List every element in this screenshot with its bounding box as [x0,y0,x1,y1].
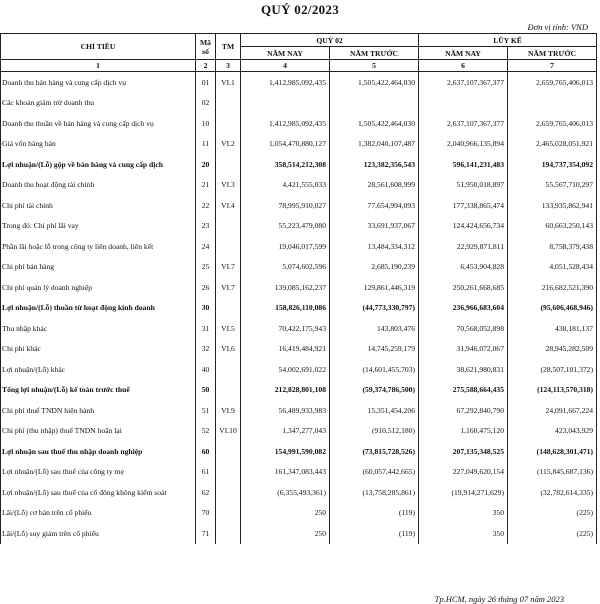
row-label: Lãi/(Lỗ) cơ bản trên cổ phiếu [1,503,196,524]
row-code: 24 [196,236,216,257]
row-quarter-current: 212,828,801,108 [241,380,330,401]
row-ytd-previous: (28,507,101,372) [508,359,597,380]
row-ytd-current: 70,568,052,898 [419,318,508,339]
table-row [1,154,597,175]
table-row [1,318,597,339]
header-tm: TM [216,34,241,60]
row-note [216,462,241,483]
row-label: Lợi nhuận/(Lỗ) sau thuế của cổ đông không kiểm soát [1,482,196,503]
row-code: 70 [196,503,216,524]
row-quarter-current: 19,046,017,599 [241,236,330,257]
row-ytd-current: 2,040,966,135,894 [419,134,508,155]
row-quarter-previous: 14,745,259,179 [330,339,419,360]
row-ytd-current: 124,424,656,734 [419,216,508,237]
row-quarter-previous [330,93,419,114]
row-quarter-previous: 15,351,454,206 [330,400,419,421]
row-ytd-current: 596,141,231,483 [419,154,508,175]
row-ytd-previous: 8,758,379,438 [508,236,597,257]
row-ytd-current: 227,049,620,154 [419,462,508,483]
row-ytd-current: 207,135,348,525 [419,441,508,462]
row-ytd-current: 350 [419,503,508,524]
row-ytd-current: 6,453,904,828 [419,257,508,278]
row-note: VI.7 [216,257,241,278]
row-ytd-previous: 216,682,521,390 [508,277,597,298]
row-ytd-current: 2,637,107,367,377 [419,113,508,134]
row-note [216,93,241,114]
row-quarter-previous: 1,505,422,464,030 [330,72,419,93]
row-note: VI.9 [216,400,241,421]
row-quarter-current: (6,355,493,361) [241,482,330,503]
row-label: Doanh thu bán hàng và cung cấp dịch vụ [1,72,196,93]
row-label: Doanh thu thuần về bán hàng và cung cấp dịch vụ [1,113,196,134]
column-index: 5 [330,60,419,72]
row-code: 23 [196,216,216,237]
row-code: 11 [196,134,216,155]
table-row [1,236,597,257]
row-quarter-previous: (59,374,786,500) [330,380,419,401]
row-quarter-previous: (13,758,285,861) [330,482,419,503]
row-quarter-current: 139,085,162,237 [241,277,330,298]
table-row [1,482,597,503]
row-ytd-previous: (148,628,301,471) [508,441,597,462]
row-ytd-current: 2,637,107,367,377 [419,72,508,93]
row-code: 30 [196,298,216,319]
row-quarter-current: 16,419,484,921 [241,339,330,360]
row-ytd-previous: 423,043,929 [508,421,597,442]
row-ytd-previous: 4,051,528,434 [508,257,597,278]
header-q-nam-truoc: NĂM TRƯỚC [330,47,419,60]
column-index: 4 [241,60,330,72]
row-code: 25 [196,257,216,278]
row-code: 61 [196,462,216,483]
table-row [1,298,597,319]
row-note: VI.3 [216,175,241,196]
row-quarter-previous: 2,685,190,239 [330,257,419,278]
row-ytd-current: 67,292,840,790 [419,400,508,421]
row-label: Phần lãi hoặc lỗ trong công ty liên doanh, liên kết [1,236,196,257]
row-quarter-current: 55,223,479,080 [241,216,330,237]
header-luy-ke: LŨY KẾ [419,34,597,47]
table-row [1,113,597,134]
row-quarter-previous: 123,382,356,543 [330,154,419,175]
row-quarter-current: 1,412,985,092,435 [241,113,330,134]
row-label: Lợi nhuận/(Lỗ) gộp về bán hàng và cung cấp dịch [1,154,196,175]
table-row [1,503,597,524]
footer-date: Tp.HCM, ngày 26 tháng 07 năm 2023 [434,594,564,604]
row-quarter-previous: 28,561,608,999 [330,175,419,196]
table-row [1,339,597,360]
row-quarter-current: 161,347,083,443 [241,462,330,483]
row-label: Lợi nhuận/(Lỗ) sau thuế của công ty mẹ [1,462,196,483]
row-quarter-previous: (14,601,455,703) [330,359,419,380]
row-code: 26 [196,277,216,298]
row-label: Chi phí bán hàng [1,257,196,278]
row-label: Lợi nhuận/(Lỗ) khác [1,359,196,380]
row-ytd-previous: 2,465,028,051,921 [508,134,597,155]
row-quarter-current: 1,347,277,043 [241,421,330,442]
row-ytd-current: 177,338,865,474 [419,195,508,216]
row-label: Giá vốn hàng bán [1,134,196,155]
row-ytd-current [419,93,508,114]
row-quarter-previous: (60,057,442,665) [330,462,419,483]
table-row [1,134,597,155]
row-label: Trong đó: Chi phí lãi vay [1,216,196,237]
row-ytd-previous: (32,782,614,335) [508,482,597,503]
table-row [1,523,597,544]
row-ytd-current: 1,160,475,120 [419,421,508,442]
header-y-nam-nay: NĂM NAY [419,47,508,60]
row-quarter-current: 1,054,470,880,127 [241,134,330,155]
table-row [1,93,597,114]
row-code: 50 [196,380,216,401]
row-ytd-current: 38,621,980,831 [419,359,508,380]
table-row [1,175,597,196]
row-code: 20 [196,154,216,175]
row-note [216,503,241,524]
row-note: VI.7 [216,277,241,298]
row-ytd-previous: 60,663,250,143 [508,216,597,237]
row-ytd-previous: 133,935,862,941 [508,195,597,216]
row-label: Lãi/(Lỗ) suy giảm trên cổ phiếu [1,523,196,544]
row-quarter-previous: 143,803,476 [330,318,419,339]
table-row [1,72,597,93]
row-label: Thu nhập khác [1,318,196,339]
table-row [1,257,597,278]
row-code: 21 [196,175,216,196]
row-ytd-current: (19,914,271,629) [419,482,508,503]
row-label: Các khoản giảm trừ doanh thu [1,93,196,114]
row-note [216,441,241,462]
row-label: Chi phí khác [1,339,196,360]
row-label: Lợi nhuận sau thuế thu nhập doanh nghiệp [1,441,196,462]
column-index: 6 [419,60,508,72]
row-quarter-previous: (73,815,728,526) [330,441,419,462]
row-code: 51 [196,400,216,421]
row-quarter-current: 358,514,212,308 [241,154,330,175]
row-note: VI.10 [216,421,241,442]
column-index: 1 [1,60,196,72]
unit-label: Đơn vị tính: VND [527,22,588,32]
row-note: VI.5 [216,318,241,339]
row-label: Chi phí thuế TNDN hiện hành [1,400,196,421]
row-ytd-previous: 24,091,667,224 [508,400,597,421]
header-chi-tieu: CHỈ TIÊU [1,34,196,60]
row-quarter-current: 78,995,910,027 [241,195,330,216]
header-y-nam-truoc: NĂM TRƯỚC [508,47,597,60]
row-quarter-previous: (44,773,330,797) [330,298,419,319]
row-ytd-previous [508,93,597,114]
row-ytd-previous: (115,845,687,136) [508,462,597,483]
row-note [216,380,241,401]
row-quarter-current: 1,412,985,092,435 [241,72,330,93]
row-ytd-current: 236,966,683,604 [419,298,508,319]
row-ytd-previous: (225) [508,523,597,544]
row-code: 32 [196,339,216,360]
row-ytd-previous: 438,181,137 [508,318,597,339]
row-label: Chi phí (thu nhập) thuế TNDN hoãn lại [1,421,196,442]
row-quarter-previous: 77,654,994,093 [330,195,419,216]
row-note [216,113,241,134]
table-row [1,441,597,462]
row-label: Lợi nhuận/(Lỗ) thuần từ hoạt động kinh doanh [1,298,196,319]
row-note [216,236,241,257]
table-row [1,277,597,298]
table-row [1,359,597,380]
row-quarter-previous: (119) [330,523,419,544]
row-quarter-current: 250 [241,503,330,524]
row-code: 02 [196,93,216,114]
row-code: 01 [196,72,216,93]
row-note: VI.4 [216,195,241,216]
row-quarter-previous: (119) [330,503,419,524]
row-code: 52 [196,421,216,442]
row-label: Chi phí quản lý doanh nghiệp [1,277,196,298]
row-note: VI.2 [216,134,241,155]
row-quarter-previous: 33,691,937,067 [330,216,419,237]
table-row [1,216,597,237]
header-quy: QUÝ 02 [241,34,419,47]
row-quarter-previous: 1,505,422,464,030 [330,113,419,134]
row-quarter-previous: 1,382,040,107,487 [330,134,419,155]
row-note [216,482,241,503]
column-index: 2 [196,60,216,72]
report-title: QUÝ 02/2023 [260,2,340,17]
table-row [1,462,597,483]
row-quarter-current: 5,074,602,596 [241,257,330,278]
table-row [1,380,597,401]
row-ytd-previous: 2,659,765,406,013 [508,113,597,134]
row-ytd-current: 22,929,871,811 [419,236,508,257]
row-ytd-current: 31,946,072,067 [419,339,508,360]
row-quarter-current: 158,826,110,086 [241,298,330,319]
row-quarter-previous: 129,861,446,319 [330,277,419,298]
row-note [216,359,241,380]
row-note [216,298,241,319]
column-index: 3 [216,60,241,72]
row-label: Doanh thu hoạt động tài chính [1,175,196,196]
row-quarter-current: 4,421,555,033 [241,175,330,196]
row-quarter-current: 250 [241,523,330,544]
header-q-nam-nay: NĂM NAY [241,47,330,60]
row-quarter-previous: 13,484,334,312 [330,236,419,257]
row-quarter-current: 70,422,175,943 [241,318,330,339]
row-note [216,216,241,237]
row-ytd-current: 275,588,664,435 [419,380,508,401]
table-row [1,421,597,442]
row-ytd-previous: (95,606,468,946) [508,298,597,319]
table-row [1,195,597,216]
row-ytd-current: 350 [419,523,508,544]
row-note: VI.1 [216,72,241,93]
row-ytd-current: 51,950,018,897 [419,175,508,196]
row-quarter-previous: (910,512,180) [330,421,419,442]
row-note [216,523,241,544]
row-label: Tổng lợi nhuận/(Lỗ) kế toán trước thuế [1,380,196,401]
row-ytd-current: 250,261,668,685 [419,277,508,298]
row-quarter-current: 56,489,933,983 [241,400,330,421]
row-ytd-previous: (225) [508,503,597,524]
row-code: 10 [196,113,216,134]
row-ytd-previous: 194,737,354,092 [508,154,597,175]
row-quarter-current: 154,991,590,082 [241,441,330,462]
row-code: 31 [196,318,216,339]
row-ytd-previous: 55,567,710,297 [508,175,597,196]
row-code: 71 [196,523,216,544]
row-code: 62 [196,482,216,503]
column-index: 7 [508,60,597,72]
table-row [1,400,597,421]
income-statement-table [0,33,597,544]
row-code: 60 [196,441,216,462]
row-quarter-current: 54,002,691,022 [241,359,330,380]
row-ytd-previous: (124,113,570,318) [508,380,597,401]
row-note [216,154,241,175]
row-ytd-previous: 28,945,282,509 [508,339,597,360]
row-code: 40 [196,359,216,380]
row-code: 22 [196,195,216,216]
row-ytd-previous: 2,659,765,406,013 [508,72,597,93]
header-ma-so: Mã số [196,34,216,60]
row-quarter-current [241,93,330,114]
row-label: Chi phí tài chính [1,195,196,216]
table-body [1,72,597,544]
row-note: VI.6 [216,339,241,360]
